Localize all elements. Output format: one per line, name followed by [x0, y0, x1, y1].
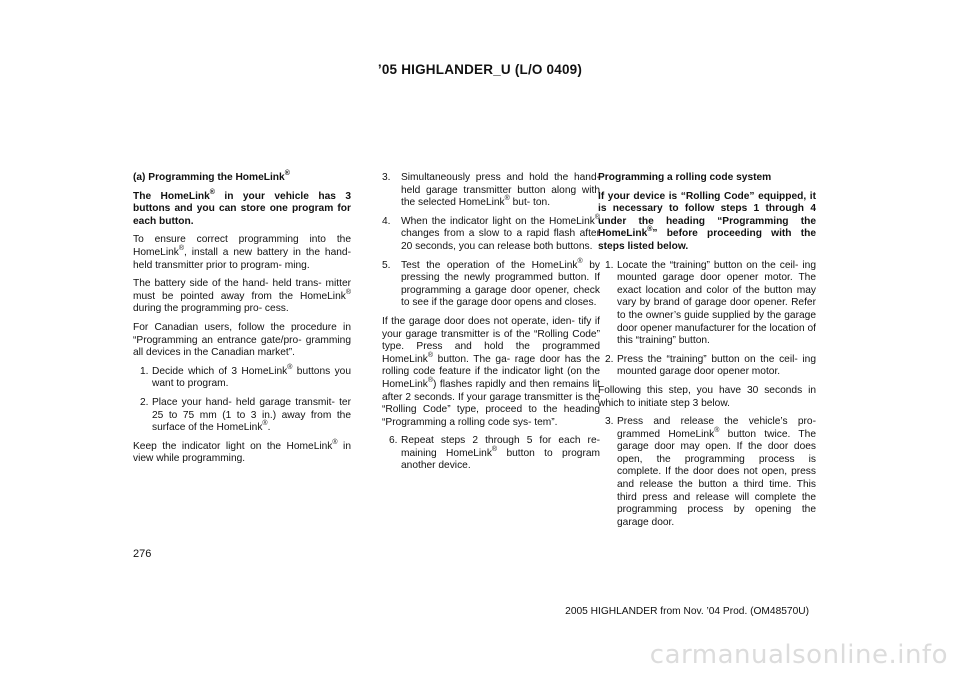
- page-number: 276: [133, 548, 152, 560]
- battery-side-paragraph: The battery side of the hand- held trans- mitter must be pointed away from the HomeLink® during the programming pro- cess.: [133, 278, 351, 315]
- rolling-code-intro: If your device is “Rolling Code” equipped, it is necessary to follow steps 1 through 4 under the heading “Programming the HomeLink®” before proceeding with the steps listed below.: [598, 190, 816, 252]
- column-middle: [382, 172, 600, 479]
- rolling-step-1: 1. Locate the “training” button on the ceil- ing mounted garage door opener motor. The exact location and color of the button may vary by brand of garage door opener. Refer to the owner’s guide supplied by the garage door opener manufacturer for the location of this “training” button.: [605, 259, 816, 347]
- step-1: 1. Decide which of 3 HomeLink® buttons you want to program.: [140, 363, 351, 390]
- step-5: 5. Test the operation of the HomeLink® by pressing the newly programmed button. If programming a garage door opener, check to see if the garage door opens and closes.: [382, 257, 600, 309]
- canadian-users-paragraph: For Canadian users, follow the procedure in “Programming an entrance gate/pro- gramming all devices in the Canadian market”.: [133, 321, 351, 359]
- rolling-step-2: 2. Press the “training” button on the ceil- ing mounted garage door opener motor.: [605, 353, 816, 378]
- step-3: 3. Simultaneously press and hold the hand- held garage transmitter button along with the selected HomeLink® but- ton.: [382, 172, 600, 209]
- page-footer: 2005 HIGHLANDER from Nov. ’04 Prod. (OM48570U): [565, 606, 809, 617]
- step-6: 6. Repeat steps 2 through 5 for each re- maining HomeLink® button to program another device.: [389, 435, 600, 472]
- battery-paragraph: To ensure correct programming into the HomeLink®, install a new battery in the hand- held transmitter prior to program- ming.: [133, 234, 351, 271]
- column-left: [133, 172, 351, 472]
- rolling-code-check-paragraph: If the garage door does not operate, iden- tify if your garage transmitter is of the “Rolling Code” type. Press and hold the programmed HomeLink® button. The ga- rage door has the rolling code feature if the indicator light (on the HomeLink®) flashes rapidly and then remains lit after 2 seconds. If your garage transmitter is the “Rolling Code” type, proceed to the heading “Programming a rolling code sys- tem”.: [382, 315, 600, 428]
- watermark: carmanualsonline.info: [649, 640, 948, 670]
- page-header: ’05 HIGHLANDER_U (L/O 0409): [377, 62, 583, 77]
- thirty-seconds-paragraph: Following this step, you have 30 seconds in which to initiate step 3 below.: [598, 384, 816, 409]
- step-4: 4. When the indicator light on the HomeLink® changes from a slow to a rapid flash after 20 seconds, you can release both buttons.: [382, 213, 600, 252]
- step-2: 2. Place your hand- held garage transmit- ter 25 to 75 mm (1 to 3 in.) away from the surface of the HomeLink®.: [140, 396, 351, 434]
- column-right: [598, 172, 816, 535]
- rolling-step-3: 3. Press and release the vehicle’s pro- grammed HomeLink® button twice. The garage door may open. If the door does open, the programming process is complete. If the door does not open, press and release the button a third time. This third press and release will complete the programming process by opening the garage door.: [605, 416, 816, 528]
- rolling-code-heading: Programming a rolling code system: [598, 172, 772, 183]
- section-heading: (a) Programming the HomeLink®: [133, 170, 290, 183]
- intro-paragraph: The HomeLink® in your vehicle has 3 buttons and you can store one program for each button.: [133, 188, 351, 227]
- indicator-paragraph: Keep the indicator light on the HomeLink® in view while programming.: [133, 438, 351, 465]
